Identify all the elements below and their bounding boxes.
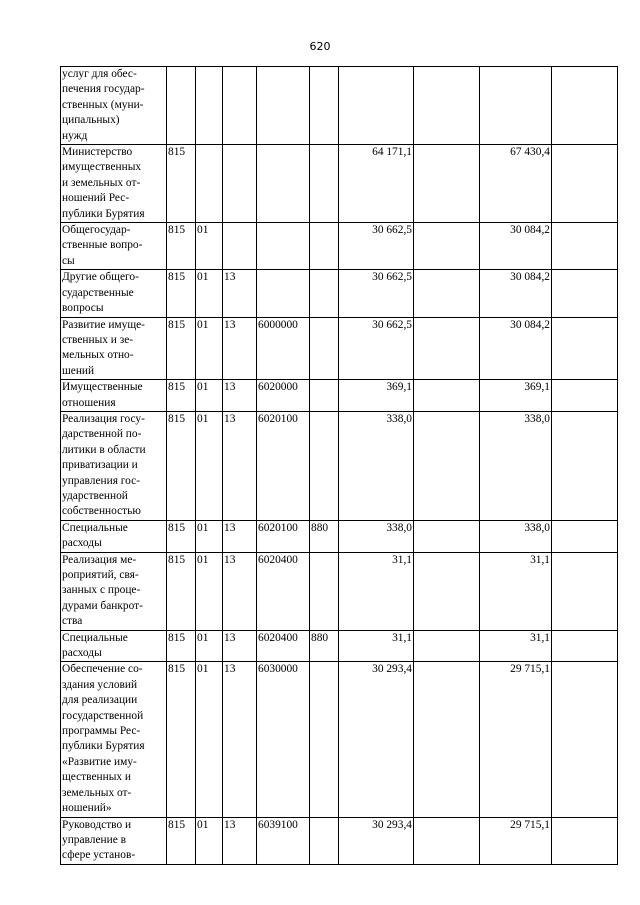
section-code-cell: 01 [196, 223, 223, 270]
expense-type-cell [310, 552, 339, 630]
empty-column-cell [552, 223, 618, 270]
ministry-code-cell: 815 [167, 662, 196, 817]
item-name-cell [61, 145, 167, 223]
empty-column-cell [552, 411, 618, 520]
ministry-code-cell: 815 [167, 380, 196, 412]
item-name-cell [61, 317, 167, 380]
empty-column-cell [414, 817, 480, 864]
item-name-line: для реализации [62, 694, 138, 707]
empty-column-cell [552, 317, 618, 380]
sum-year-2-cell: 369,1 [480, 380, 552, 412]
ministry-code-cell: 815 [167, 270, 196, 317]
item-name-cell [61, 67, 167, 145]
item-name-line: сфере установ- [62, 849, 136, 862]
item-name-line: и земельных от- [62, 176, 141, 189]
sum-year-1-cell: 338,0 [339, 520, 414, 552]
expense-type-cell [310, 223, 339, 270]
section-code-cell: 01 [196, 317, 223, 380]
item-name-line: расходы [62, 647, 102, 660]
subsection-code-cell: 13 [223, 552, 257, 630]
expense-type-cell [310, 67, 339, 145]
empty-column-cell [552, 380, 618, 412]
sum-year-2-cell [480, 67, 552, 145]
section-code-cell: 01 [196, 552, 223, 630]
target-article-cell: 6020100 [257, 520, 310, 552]
subsection-code-cell: 13 [223, 662, 257, 817]
item-name-line: ственные вопро- [62, 239, 143, 252]
sum-year-1-cell: 30 662,5 [339, 270, 414, 317]
item-name-cell [61, 817, 167, 864]
expense-type-cell: 880 [310, 630, 339, 662]
subsection-code-cell: 13 [223, 317, 257, 380]
item-name-line: ственных и зе- [62, 333, 134, 346]
item-name-line: ношений Рес- [62, 192, 130, 205]
item-name-line: печения государ- [62, 83, 145, 96]
section-code-cell [196, 67, 223, 145]
item-name-line: собственностью [62, 505, 141, 518]
empty-column-cell [414, 630, 480, 662]
table-row [61, 411, 618, 520]
subsection-code-cell: 13 [223, 817, 257, 864]
budget-table [60, 66, 618, 865]
item-name-line: роприятий, свя- [62, 569, 139, 581]
empty-column-cell [414, 145, 480, 223]
item-name-line: здания условий [62, 678, 138, 691]
expense-type-cell [310, 411, 339, 520]
sum-year-2-cell: 338,0 [480, 411, 552, 520]
ministry-code-cell [167, 67, 196, 145]
item-name-line: управления гос- [62, 474, 141, 487]
section-code-cell: 01 [196, 380, 223, 412]
target-article-cell [257, 145, 310, 223]
item-name-cell [61, 270, 167, 317]
section-code-cell: 01 [196, 630, 223, 662]
empty-column-cell [552, 145, 618, 223]
target-article-cell: 6020000 [257, 380, 310, 412]
ministry-code-cell: 815 [167, 630, 196, 662]
sum-year-2-cell: 29 715,1 [480, 817, 552, 864]
section-code-cell: 01 [196, 520, 223, 552]
target-article-cell [257, 223, 310, 270]
target-article-cell: 6020400 [257, 630, 310, 662]
empty-column-cell [414, 67, 480, 145]
sum-year-1-cell: 30 662,5 [339, 317, 414, 380]
section-code-cell: 01 [196, 817, 223, 864]
sum-year-2-cell: 31,1 [480, 630, 552, 662]
item-name-line: публики Бурятия [62, 207, 145, 220]
subsection-code-cell: 13 [223, 630, 257, 662]
item-name-line: вопросы [62, 302, 104, 315]
target-article-cell: 6039100 [257, 817, 310, 864]
expense-type-cell [310, 145, 339, 223]
table-row [61, 270, 618, 317]
ministry-code-cell: 815 [167, 552, 196, 630]
section-code-cell: 01 [196, 411, 223, 520]
item-name-line: дурами банкрот- [62, 599, 143, 612]
sum-year-1-cell: 338,0 [339, 411, 414, 520]
empty-column-cell [414, 317, 480, 380]
item-name-line: программы Рес- [62, 725, 141, 738]
sum-year-2-cell: 338,0 [480, 520, 552, 552]
table-row [61, 520, 618, 552]
item-name-line: ственных (муни- [62, 98, 144, 111]
item-name-cell [61, 662, 167, 817]
empty-column-cell [552, 270, 618, 317]
item-name-line: государственной [62, 709, 144, 722]
section-code-cell [196, 145, 223, 223]
sum-year-1-cell: 31,1 [339, 552, 414, 630]
item-name-cell [61, 411, 167, 520]
empty-column-cell [414, 552, 480, 630]
table-row [61, 817, 618, 864]
expense-type-cell [310, 317, 339, 380]
empty-column-cell [552, 817, 618, 864]
subsection-code-cell: 13 [223, 270, 257, 317]
table-row [61, 145, 618, 223]
expense-type-cell [310, 662, 339, 817]
sum-year-2-cell: 67 430,4 [480, 145, 552, 223]
sum-year-1-cell [339, 67, 414, 145]
target-article-cell: 6020100 [257, 411, 310, 520]
subsection-code-cell: 13 [223, 380, 257, 412]
item-name-line: управление в [62, 833, 126, 846]
ministry-code-cell: 815 [167, 223, 196, 270]
section-code-cell: 01 [196, 270, 223, 317]
target-article-cell: 6030000 [257, 662, 310, 817]
empty-column-cell [414, 223, 480, 270]
item-name-line: Специальные [62, 631, 128, 644]
table-row [61, 630, 618, 662]
item-name-line: ношений» [62, 802, 112, 815]
page-number: 620 [309, 40, 331, 53]
empty-column-cell [414, 270, 480, 317]
sum-year-1-cell: 369,1 [339, 380, 414, 412]
item-name-line: шений [62, 364, 95, 377]
item-name-line: Реализация ме- [62, 553, 137, 566]
empty-column-cell [552, 67, 618, 145]
item-name-line: литики в области [62, 443, 146, 456]
budget-table-body [61, 67, 618, 865]
empty-column-cell [414, 411, 480, 520]
item-name-line: Министерство [62, 146, 133, 159]
item-name-line: нужд [62, 129, 88, 142]
item-name-cell [61, 630, 167, 662]
item-name-line: расходы [62, 537, 102, 550]
subsection-code-cell: 13 [223, 520, 257, 552]
subsection-code-cell: 13 [223, 411, 257, 520]
ministry-code-cell: 815 [167, 145, 196, 223]
subsection-code-cell [223, 67, 257, 145]
ministry-code-cell: 815 [167, 411, 196, 520]
ministry-code-cell: 815 [167, 520, 196, 552]
table-row [61, 67, 618, 145]
item-name-line: мельных отно- [62, 349, 134, 362]
expense-type-cell [310, 817, 339, 864]
sum-year-2-cell: 30 084,2 [480, 223, 552, 270]
item-name-line: занных с проце- [62, 584, 141, 597]
sum-year-1-cell: 31,1 [339, 630, 414, 662]
subsection-code-cell [223, 145, 257, 223]
item-name-line: Общегосудар- [62, 224, 131, 237]
ministry-code-cell: 815 [167, 317, 196, 380]
item-name-line: Руководство и [62, 818, 132, 831]
target-article-cell: 6020400 [257, 552, 310, 630]
item-name-line: Реализация госу- [62, 412, 145, 425]
table-row [61, 223, 618, 270]
item-name-line: дарственной по- [62, 428, 142, 441]
ministry-code-cell: 815 [167, 817, 196, 864]
item-name-line: сударственные [62, 286, 134, 299]
empty-column-cell [414, 662, 480, 817]
empty-column-cell [552, 520, 618, 552]
sum-year-1-cell: 64 171,1 [339, 145, 414, 223]
target-article-cell [257, 67, 310, 145]
empty-column-cell [552, 552, 618, 630]
item-name-line: Специальные [62, 521, 128, 534]
item-name-line: Развитие имуще- [62, 318, 145, 331]
target-article-cell [257, 270, 310, 317]
item-name-cell [61, 223, 167, 270]
expense-type-cell: 880 [310, 520, 339, 552]
empty-column-cell [414, 380, 480, 412]
sum-year-2-cell: 29 715,1 [480, 662, 552, 817]
item-name-line: Другие общего- [62, 271, 139, 284]
sum-year-2-cell: 30 084,2 [480, 317, 552, 380]
item-name-line: услуг для обес- [62, 68, 137, 80]
item-name-line: ципальных) [62, 114, 120, 127]
target-article-cell: 6000000 [257, 317, 310, 380]
item-name-line: земельных от- [62, 786, 132, 799]
table-row [61, 552, 618, 630]
item-name-line: щественных и [62, 771, 131, 784]
table-row [61, 662, 618, 817]
item-name-line: Имущественные [62, 381, 143, 394]
item-name-line: отношения [62, 396, 116, 409]
item-name-cell [61, 520, 167, 552]
empty-column-cell [414, 520, 480, 552]
item-name-line: «Развитие иму- [62, 755, 137, 768]
item-name-line: Обеспечение со- [62, 663, 143, 676]
expense-type-cell [310, 270, 339, 317]
empty-column-cell [552, 630, 618, 662]
item-name-line: ударственной [62, 489, 128, 502]
item-name-line: публики Бурятия [62, 740, 145, 753]
expense-type-cell [310, 380, 339, 412]
sum-year-2-cell: 31,1 [480, 552, 552, 630]
table-row [61, 380, 618, 412]
table-row [61, 317, 618, 380]
item-name-cell [61, 552, 167, 630]
section-code-cell: 01 [196, 662, 223, 817]
sum-year-1-cell: 30 293,4 [339, 817, 414, 864]
item-name-cell [61, 380, 167, 412]
item-name-line: ства [62, 615, 83, 628]
item-name-line: приватизации и [62, 459, 138, 472]
item-name-line: сы [62, 254, 75, 267]
subsection-code-cell [223, 223, 257, 270]
sum-year-1-cell: 30 293,4 [339, 662, 414, 817]
sum-year-2-cell: 30 084,2 [480, 270, 552, 317]
sum-year-1-cell: 30 662,5 [339, 223, 414, 270]
empty-column-cell [552, 662, 618, 817]
item-name-line: имущественных [62, 161, 142, 174]
